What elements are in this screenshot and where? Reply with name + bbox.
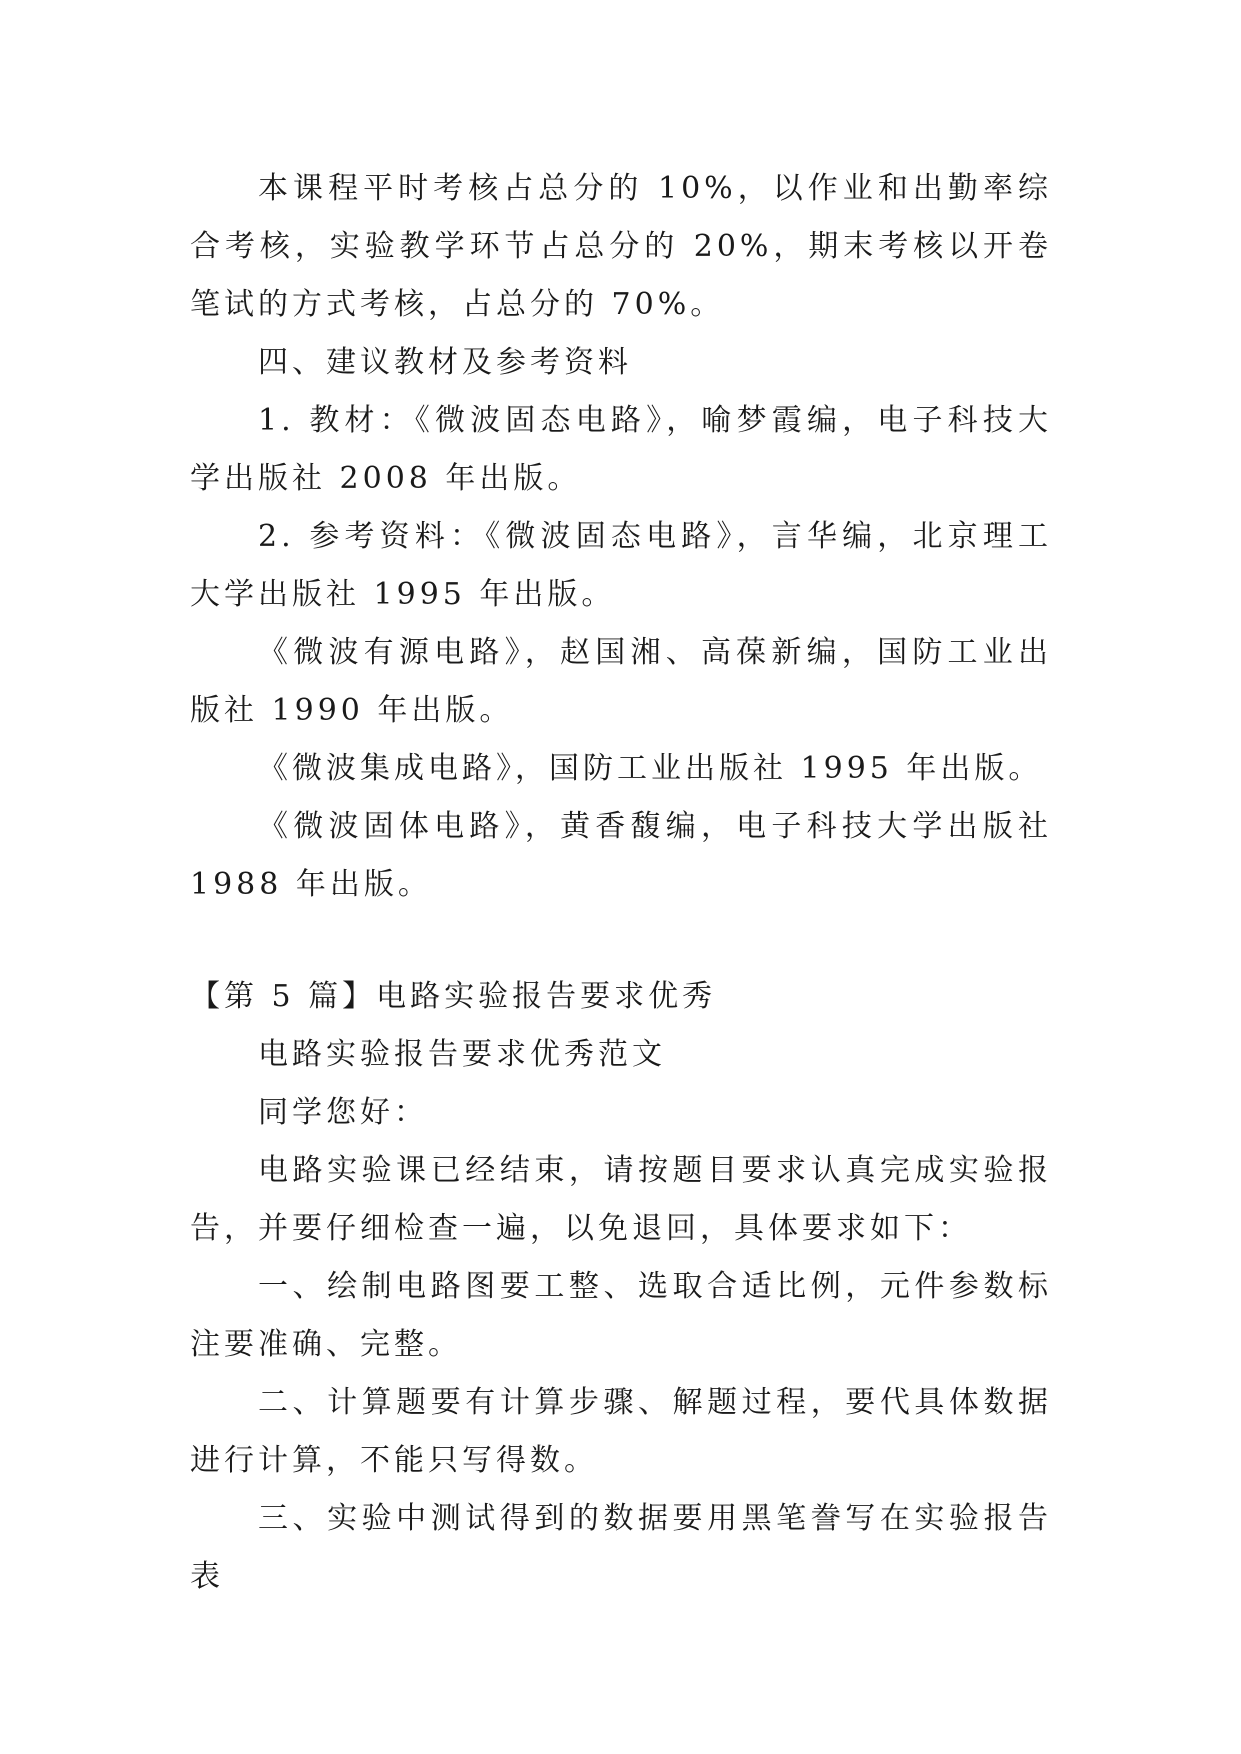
paragraph-title: 电路实验报告要求优秀范文 [258,1037,666,1072]
paragraph-reference-1: 2. 参考资料：《微波固态电路》，言华编，北京理工大学出版社 1995 年出版。 [190,519,1052,612]
paragraph-requirement-2: 二、计算题要有计算步骤、解题过程，要代具体数据进行计算，不能只写得数。 [190,1385,1052,1478]
paragraph-reference-4: 《微波固体电路》，黄香馥编，电子科技大学出版社 1988 年出版。 [190,809,1052,902]
paragraph-reference-3: 《微波集成电路》，国防工业出版社 1995 年出版。 [258,751,1043,786]
paragraph-requirement-1: 一、绘制电路图要工整、选取合适比例，元件参数标注要准确、完整。 [190,1269,1052,1362]
paragraph-assessment: 本课程平时考核占总分的 10%，以作业和出勤率综合考核，实验教学环节占总分的 20%，期末考核以开卷笔试的方式考核，占总分的 70%。 [190,171,1052,322]
section-assessment-and-references [190,160,1052,914]
article-heading: 【第 5 篇】电路实验报告要求优秀 [190,979,717,1014]
paragraph-greeting: 同学您好： [258,1095,428,1130]
section-lab-report-requirements [190,968,1052,1606]
paragraph-intro: 电路实验课已经结束，请按题目要求认真完成实验报告，并要仔细检查一遍，以免退回，具体要求如下： [190,1153,1052,1246]
paragraph-section-four-heading: 四、建议教材及参考资料 [258,345,632,380]
paragraph-reference-2: 《微波有源电路》，赵国湘、高葆新编，国防工业出版社 1990 年出版。 [190,635,1052,728]
paragraph-requirement-3: 三、实验中测试得到的数据要用黑笔誊写在实验报告表 [190,1501,1052,1594]
paragraph-textbook: 1. 教材：《微波固态电路》，喻梦霞编，电子科技大学出版社 2008 年出版。 [190,403,1052,496]
